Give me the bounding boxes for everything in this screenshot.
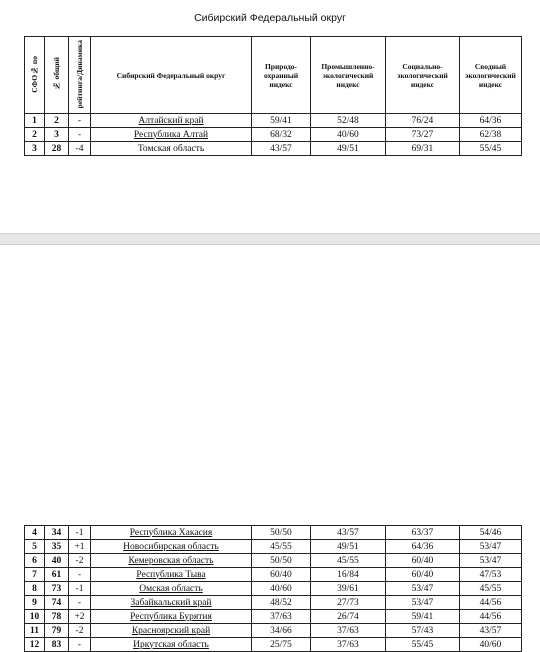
cell-total-number: 79 bbox=[45, 624, 69, 638]
cell-summary-index: 64/36 bbox=[460, 114, 522, 128]
cell-sfo-number: 4 bbox=[25, 526, 45, 540]
cell-dynamics: - bbox=[69, 596, 91, 610]
cell-social-index: 63/37 bbox=[386, 526, 460, 540]
cell-region: Омская область bbox=[91, 582, 252, 596]
table-header-row bbox=[25, 37, 522, 114]
header-social-index: Социально-экологический индекс bbox=[386, 37, 460, 114]
header-sfo-number: СФО№ по bbox=[25, 37, 45, 114]
cell-nature-index: 25/75 bbox=[252, 638, 311, 652]
table-row bbox=[25, 526, 522, 540]
cell-summary-index: 45/55 bbox=[460, 582, 522, 596]
cell-summary-index: 40/60 bbox=[460, 638, 522, 652]
cell-social-index: 64/36 bbox=[386, 540, 460, 554]
cell-dynamics: - bbox=[69, 638, 91, 652]
cell-region: Алтайский край bbox=[91, 114, 252, 128]
page-separator bbox=[0, 234, 540, 244]
cell-total-number: 74 bbox=[45, 596, 69, 610]
cell-total-number: 73 bbox=[45, 582, 69, 596]
cell-social-index: 60/40 bbox=[386, 568, 460, 582]
cell-social-index: 57/43 bbox=[386, 624, 460, 638]
cell-total-number: 2 bbox=[45, 114, 69, 128]
cell-industrial-index: 27/73 bbox=[311, 596, 386, 610]
cell-summary-index: 54/46 bbox=[460, 526, 522, 540]
cell-total-number: 35 bbox=[45, 540, 69, 554]
cell-social-index: 59/41 bbox=[386, 610, 460, 624]
cell-sfo-number: 6 bbox=[25, 554, 45, 568]
rating-table-top bbox=[24, 36, 522, 156]
rating-table-bottom bbox=[24, 525, 522, 652]
cell-dynamics: -1 bbox=[69, 526, 91, 540]
cell-sfo-number: 7 bbox=[25, 568, 45, 582]
cell-nature-index: 50/50 bbox=[252, 554, 311, 568]
table-row bbox=[25, 596, 522, 610]
table-row bbox=[25, 582, 522, 596]
cell-dynamics: -1 bbox=[69, 582, 91, 596]
cell-summary-index: 43/57 bbox=[460, 624, 522, 638]
cell-region: Республика Алтай bbox=[91, 128, 252, 142]
cell-region: Республика Хакасия bbox=[91, 526, 252, 540]
cell-social-index: 73/27 bbox=[386, 128, 460, 142]
page-title: Сибирский Федеральный округ bbox=[194, 12, 346, 24]
cell-nature-index: 37/63 bbox=[252, 610, 311, 624]
cell-summary-index: 47/53 bbox=[460, 568, 522, 582]
document-page-1 bbox=[0, 0, 540, 234]
cell-total-number: 83 bbox=[45, 638, 69, 652]
cell-total-number: 28 bbox=[45, 142, 69, 156]
cell-social-index: 53/47 bbox=[386, 582, 460, 596]
cell-dynamics: - bbox=[69, 568, 91, 582]
cell-nature-index: 40/60 bbox=[252, 582, 311, 596]
cell-industrial-index: 45/55 bbox=[311, 554, 386, 568]
cell-total-number: 61 bbox=[45, 568, 69, 582]
cell-social-index: 76/24 bbox=[386, 114, 460, 128]
cell-region: Республика Бурятия bbox=[91, 610, 252, 624]
cell-social-index: 53/47 bbox=[386, 596, 460, 610]
table-row bbox=[25, 114, 522, 128]
cell-sfo-number: 1 bbox=[25, 114, 45, 128]
cell-social-index: 69/31 bbox=[386, 142, 460, 156]
cell-sfo-number: 8 bbox=[25, 582, 45, 596]
cell-social-index: 55/45 bbox=[386, 638, 460, 652]
cell-sfo-number: 11 bbox=[25, 624, 45, 638]
cell-nature-index: 68/32 bbox=[252, 128, 311, 142]
cell-industrial-index: 43/57 bbox=[311, 526, 386, 540]
cell-nature-index: 60/40 bbox=[252, 568, 311, 582]
cell-social-index: 60/40 bbox=[386, 554, 460, 568]
table-row bbox=[25, 610, 522, 624]
cell-nature-index: 45/55 bbox=[252, 540, 311, 554]
cell-nature-index: 43/57 bbox=[252, 142, 311, 156]
cell-industrial-index: 39/61 bbox=[311, 582, 386, 596]
cell-sfo-number: 3 bbox=[25, 142, 45, 156]
cell-sfo-number: 10 bbox=[25, 610, 45, 624]
table-row bbox=[25, 554, 522, 568]
cell-dynamics: -2 bbox=[69, 554, 91, 568]
cell-dynamics: +1 bbox=[69, 540, 91, 554]
cell-nature-index: 34/66 bbox=[252, 624, 311, 638]
cell-region: Республика Тыва bbox=[91, 568, 252, 582]
cell-dynamics: -2 bbox=[69, 624, 91, 638]
cell-summary-index: 53/47 bbox=[460, 540, 522, 554]
header-industrial-index: Промышленно-экологический индекс bbox=[311, 37, 386, 114]
cell-industrial-index: 26/74 bbox=[311, 610, 386, 624]
cell-industrial-index: 40/60 bbox=[311, 128, 386, 142]
cell-region: Забайкальский край bbox=[91, 596, 252, 610]
header-nature-index: Природо-охранный индекс bbox=[252, 37, 311, 114]
cell-industrial-index: 52/48 bbox=[311, 114, 386, 128]
header-total-number: № общий bbox=[45, 37, 69, 114]
cell-total-number: 40 bbox=[45, 554, 69, 568]
cell-summary-index: 55/45 bbox=[460, 142, 522, 156]
cell-summary-index: 44/56 bbox=[460, 610, 522, 624]
cell-summary-index: 44/56 bbox=[460, 596, 522, 610]
cell-industrial-index: 37/63 bbox=[311, 638, 386, 652]
cell-region: Иркутская область bbox=[91, 638, 252, 652]
cell-nature-index: 50/50 bbox=[252, 526, 311, 540]
cell-total-number: 34 bbox=[45, 526, 69, 540]
cell-region: Кемеровская область bbox=[91, 554, 252, 568]
cell-sfo-number: 5 bbox=[25, 540, 45, 554]
cell-sfo-number: 9 bbox=[25, 596, 45, 610]
cell-total-number: 3 bbox=[45, 128, 69, 142]
cell-region: Красноярский край bbox=[91, 624, 252, 638]
table-row bbox=[25, 568, 522, 582]
cell-industrial-index: 49/51 bbox=[311, 540, 386, 554]
table-row bbox=[25, 638, 522, 652]
cell-summary-index: 62/38 bbox=[460, 128, 522, 142]
cell-dynamics: -4 bbox=[69, 142, 91, 156]
header-summary-index: Сводный экологический индекс bbox=[460, 37, 522, 114]
cell-industrial-index: 49/51 bbox=[311, 142, 386, 156]
table-row bbox=[25, 142, 522, 156]
cell-nature-index: 48/52 bbox=[252, 596, 311, 610]
cell-sfo-number: 2 bbox=[25, 128, 45, 142]
table-row bbox=[25, 128, 522, 142]
cell-dynamics: +2 bbox=[69, 610, 91, 624]
cell-region: Новосибирская область bbox=[91, 540, 252, 554]
cell-industrial-index: 16/84 bbox=[311, 568, 386, 582]
table-row bbox=[25, 540, 522, 554]
cell-sfo-number: 12 bbox=[25, 638, 45, 652]
cell-industrial-index: 37/63 bbox=[311, 624, 386, 638]
document-page-2 bbox=[0, 244, 540, 650]
cell-dynamics: - bbox=[69, 114, 91, 128]
header-rating-dynamics: рейтинга/Динамика bbox=[69, 37, 91, 114]
cell-nature-index: 59/41 bbox=[252, 114, 311, 128]
table-row bbox=[25, 624, 522, 638]
cell-dynamics: - bbox=[69, 128, 91, 142]
cell-summary-index: 53/47 bbox=[460, 554, 522, 568]
cell-total-number: 78 bbox=[45, 610, 69, 624]
header-region: Сибирский Федеральный округ bbox=[91, 37, 252, 114]
cell-region: Томская область bbox=[91, 142, 252, 156]
